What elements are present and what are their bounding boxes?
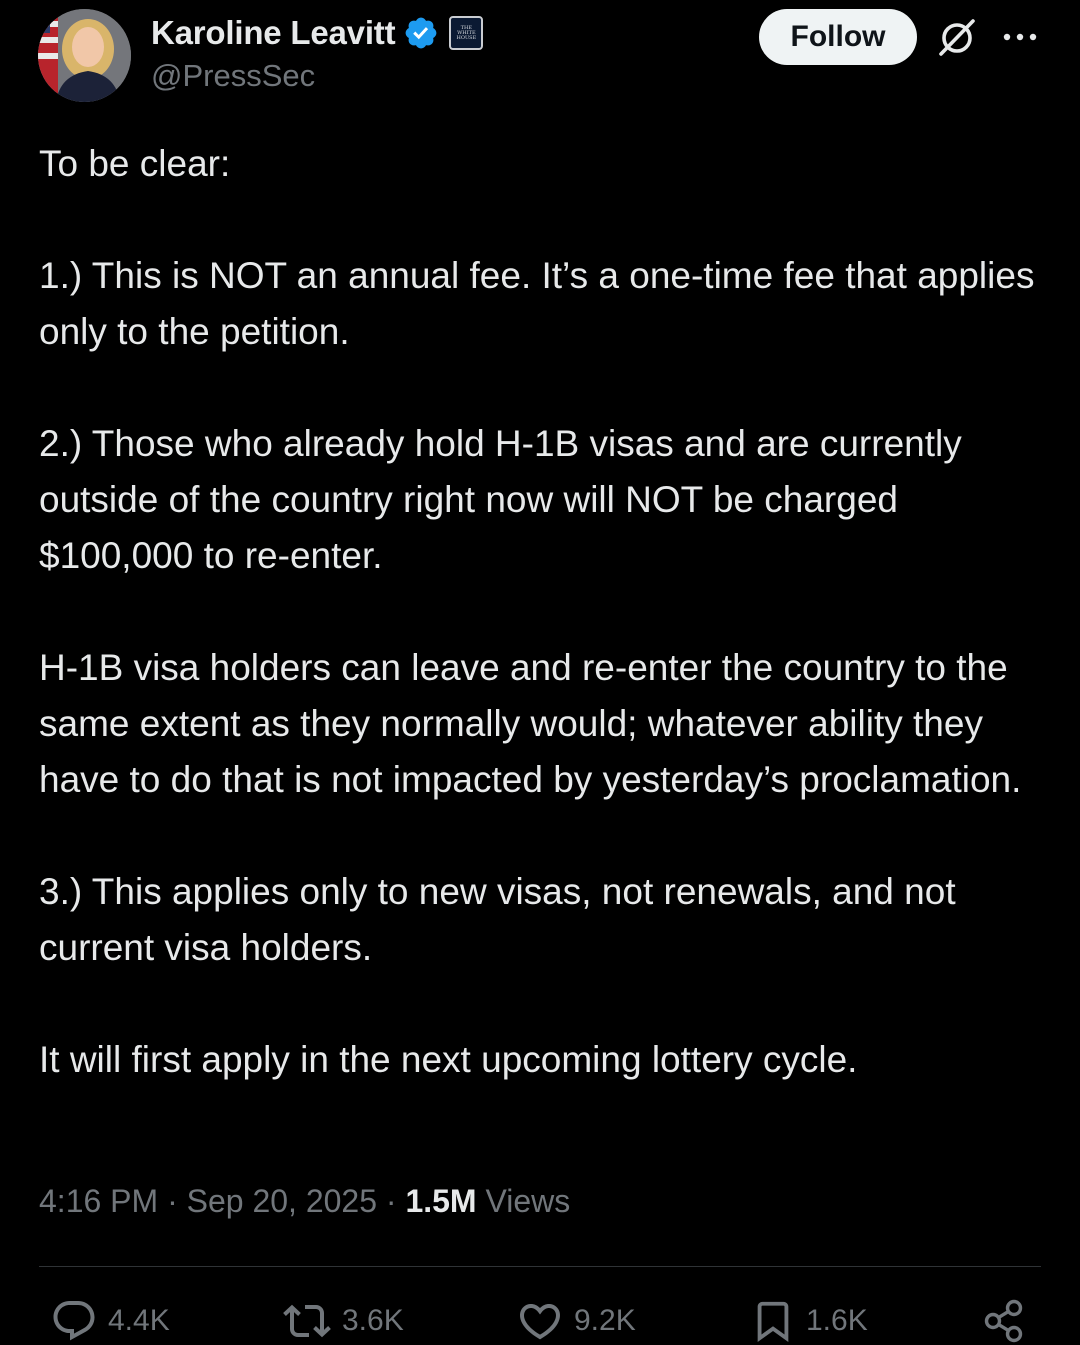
- affiliate-badge-text: THE WHITE HOUSE: [456, 24, 477, 41]
- repost-button[interactable]: [282, 1296, 404, 1345]
- views-label: Views: [485, 1183, 571, 1219]
- share-icon: [982, 1297, 1028, 1345]
- tweet-time[interactable]: 4:16 PM: [39, 1183, 159, 1219]
- repost-count: 3.6K: [342, 1303, 404, 1337]
- like-count: 9.2K: [574, 1303, 636, 1337]
- grok-icon[interactable]: [936, 16, 978, 58]
- affiliate-badge[interactable]: [449, 16, 483, 50]
- meta-separator: ·: [385, 1183, 397, 1219]
- more-options-icon[interactable]: [1000, 22, 1040, 52]
- author-display-name[interactable]: Karoline Leavitt: [151, 14, 396, 51]
- follow-button[interactable]: Follow: [759, 9, 917, 65]
- divider: [39, 1266, 1041, 1267]
- bookmark-icon: [750, 1297, 796, 1345]
- share-button[interactable]: [982, 1296, 1028, 1345]
- meta-separator: ·: [167, 1183, 178, 1219]
- avatar[interactable]: [38, 9, 131, 102]
- bookmark-count: 1.6K: [806, 1303, 868, 1337]
- views-count: 1.5M: [405, 1183, 477, 1219]
- verified-badge-icon[interactable]: [403, 15, 439, 51]
- heart-icon: [516, 1297, 564, 1345]
- action-bar: [0, 1296, 1080, 1345]
- author-handle[interactable]: @PressSec: [151, 58, 316, 93]
- reply-count: 4.4K: [108, 1303, 170, 1337]
- tweet-text: To be clear: 1.) This is NOT an annual fee. It’s a one-time fee that applies only to the petition. 2.) Those who already hold H-1B visas and are currently outside of the country right now will NOT be charged $100,000 to re-enter. H-1B visa holders can leave and re-enter the country to the same extent as they normally would; whatever ability they have to do that is not impacted by yesterday’s proclamation. 3.) This applies only to new visas, not renewals, and not current visa holders. It will first apply in the next upcoming lottery cycle.: [39, 143, 1035, 1080]
- tweet-date[interactable]: Sep 20, 2025: [186, 1183, 377, 1219]
- tweet-header: [0, 0, 1080, 110]
- repost-icon: [282, 1297, 332, 1345]
- bookmark-button[interactable]: [750, 1296, 868, 1345]
- author-name-row: [151, 10, 483, 56]
- reply-icon: [50, 1297, 98, 1345]
- like-button[interactable]: [516, 1296, 636, 1345]
- tweet-metadata: [39, 1183, 570, 1220]
- reply-button[interactable]: [50, 1296, 170, 1345]
